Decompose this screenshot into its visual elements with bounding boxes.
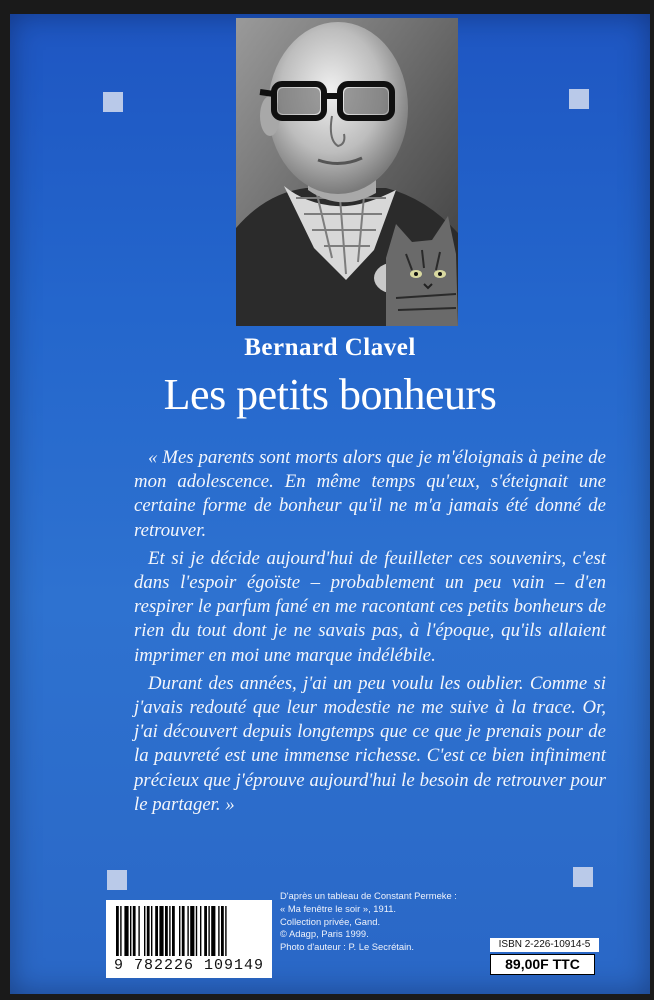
barcode-bar — [187, 906, 188, 956]
barcode-bar — [196, 906, 197, 956]
credit-line: « Ma fenêtre le soir », 1911. — [280, 902, 397, 914]
decor-square-bottom-right — [573, 867, 593, 887]
barcode-bar — [182, 906, 185, 956]
barcode-bar — [155, 906, 158, 956]
cover-credits — [280, 890, 500, 954]
barcode-bar — [169, 906, 170, 956]
blurb-paragraph-text: « Mes parents sont morts alors que je m'éloignais à peine de mon adolescence. En même temps qu'eux, s'éteignait une certaine forme de bonheur qu'il ne m'a jamais été donné de retrouver. — [134, 447, 606, 541]
barcode-bar — [120, 906, 121, 956]
barcode-bar — [159, 906, 163, 956]
credit-line: © Adagp, Paris 1999. — [280, 928, 369, 940]
barcode-bar — [116, 906, 119, 956]
blurb-paragraph-text: Durant des années, j'ai un peu voulu les oublier. Comme si j'avais redouté que leur modestie ne me suive à la trace. Or, j'ai découvert depuis longtemps que ce que je prenais pour de la pauvreté est une immense richesse. C'est ce bien infiniment précieux que j'éprouve aujourd'hui le besoin de retrouver pour le partager. » — [134, 672, 606, 815]
decor-square-top-right — [569, 89, 589, 109]
barcode — [106, 900, 272, 978]
barcode-bar — [211, 906, 215, 956]
barcode-bar — [147, 906, 150, 956]
credit-line: D'après un tableau de Constant Permeke : — [280, 890, 457, 901]
barcode-bar — [218, 906, 219, 956]
credit-line: Photo d'auteur : P. Le Secrétain. — [280, 941, 414, 953]
price-label: 89,00F TTC — [490, 954, 595, 975]
barcode-bar — [190, 906, 194, 956]
barcode-bar — [200, 906, 201, 956]
barcode-bar — [138, 906, 139, 956]
barcode-bar — [172, 906, 175, 956]
barcode-bar — [124, 906, 128, 956]
barcode-bar — [208, 906, 209, 956]
barcode-bar — [151, 906, 152, 956]
back-cover — [10, 14, 650, 994]
back-cover-blurb — [134, 446, 606, 821]
author-photo — [236, 18, 458, 326]
decor-square-top-left — [103, 92, 123, 112]
blurb-paragraph — [134, 446, 606, 543]
barcode-bar — [225, 906, 226, 956]
credit-line: Collection privée, Gand. — [280, 915, 381, 927]
decor-square-bottom-left — [107, 870, 127, 890]
barcode-bar — [130, 906, 131, 956]
blurb-paragraph — [134, 672, 606, 817]
barcode-bar — [204, 906, 207, 956]
blurb-paragraph-text: Et si je décide aujourd'hui de feuilleter ces souvenirs, c'est dans l'espoir égoïste – probablement un peu vain – d'en respirer le parfum fané en me racontant ces petits bonheurs de rien du tout dont je ne savais pas, à l'époque, qu'ils allaient imprimer en moi une marque indélébile. — [134, 547, 606, 666]
isbn-label: ISBN 2-226-10914-5 — [490, 938, 599, 952]
barcode-bar — [144, 906, 145, 956]
author-name: Bernard Clavel — [244, 334, 416, 361]
barcode-digits: 9 782226 109149 — [113, 957, 265, 974]
barcode-bar — [179, 906, 180, 956]
barcode-bars — [116, 906, 262, 956]
barcode-bar — [221, 906, 224, 956]
blurb-paragraph — [134, 547, 606, 668]
book-title: Les petits bonheurs — [163, 370, 497, 419]
barcode-bar — [133, 906, 136, 956]
barcode-bar — [165, 906, 168, 956]
